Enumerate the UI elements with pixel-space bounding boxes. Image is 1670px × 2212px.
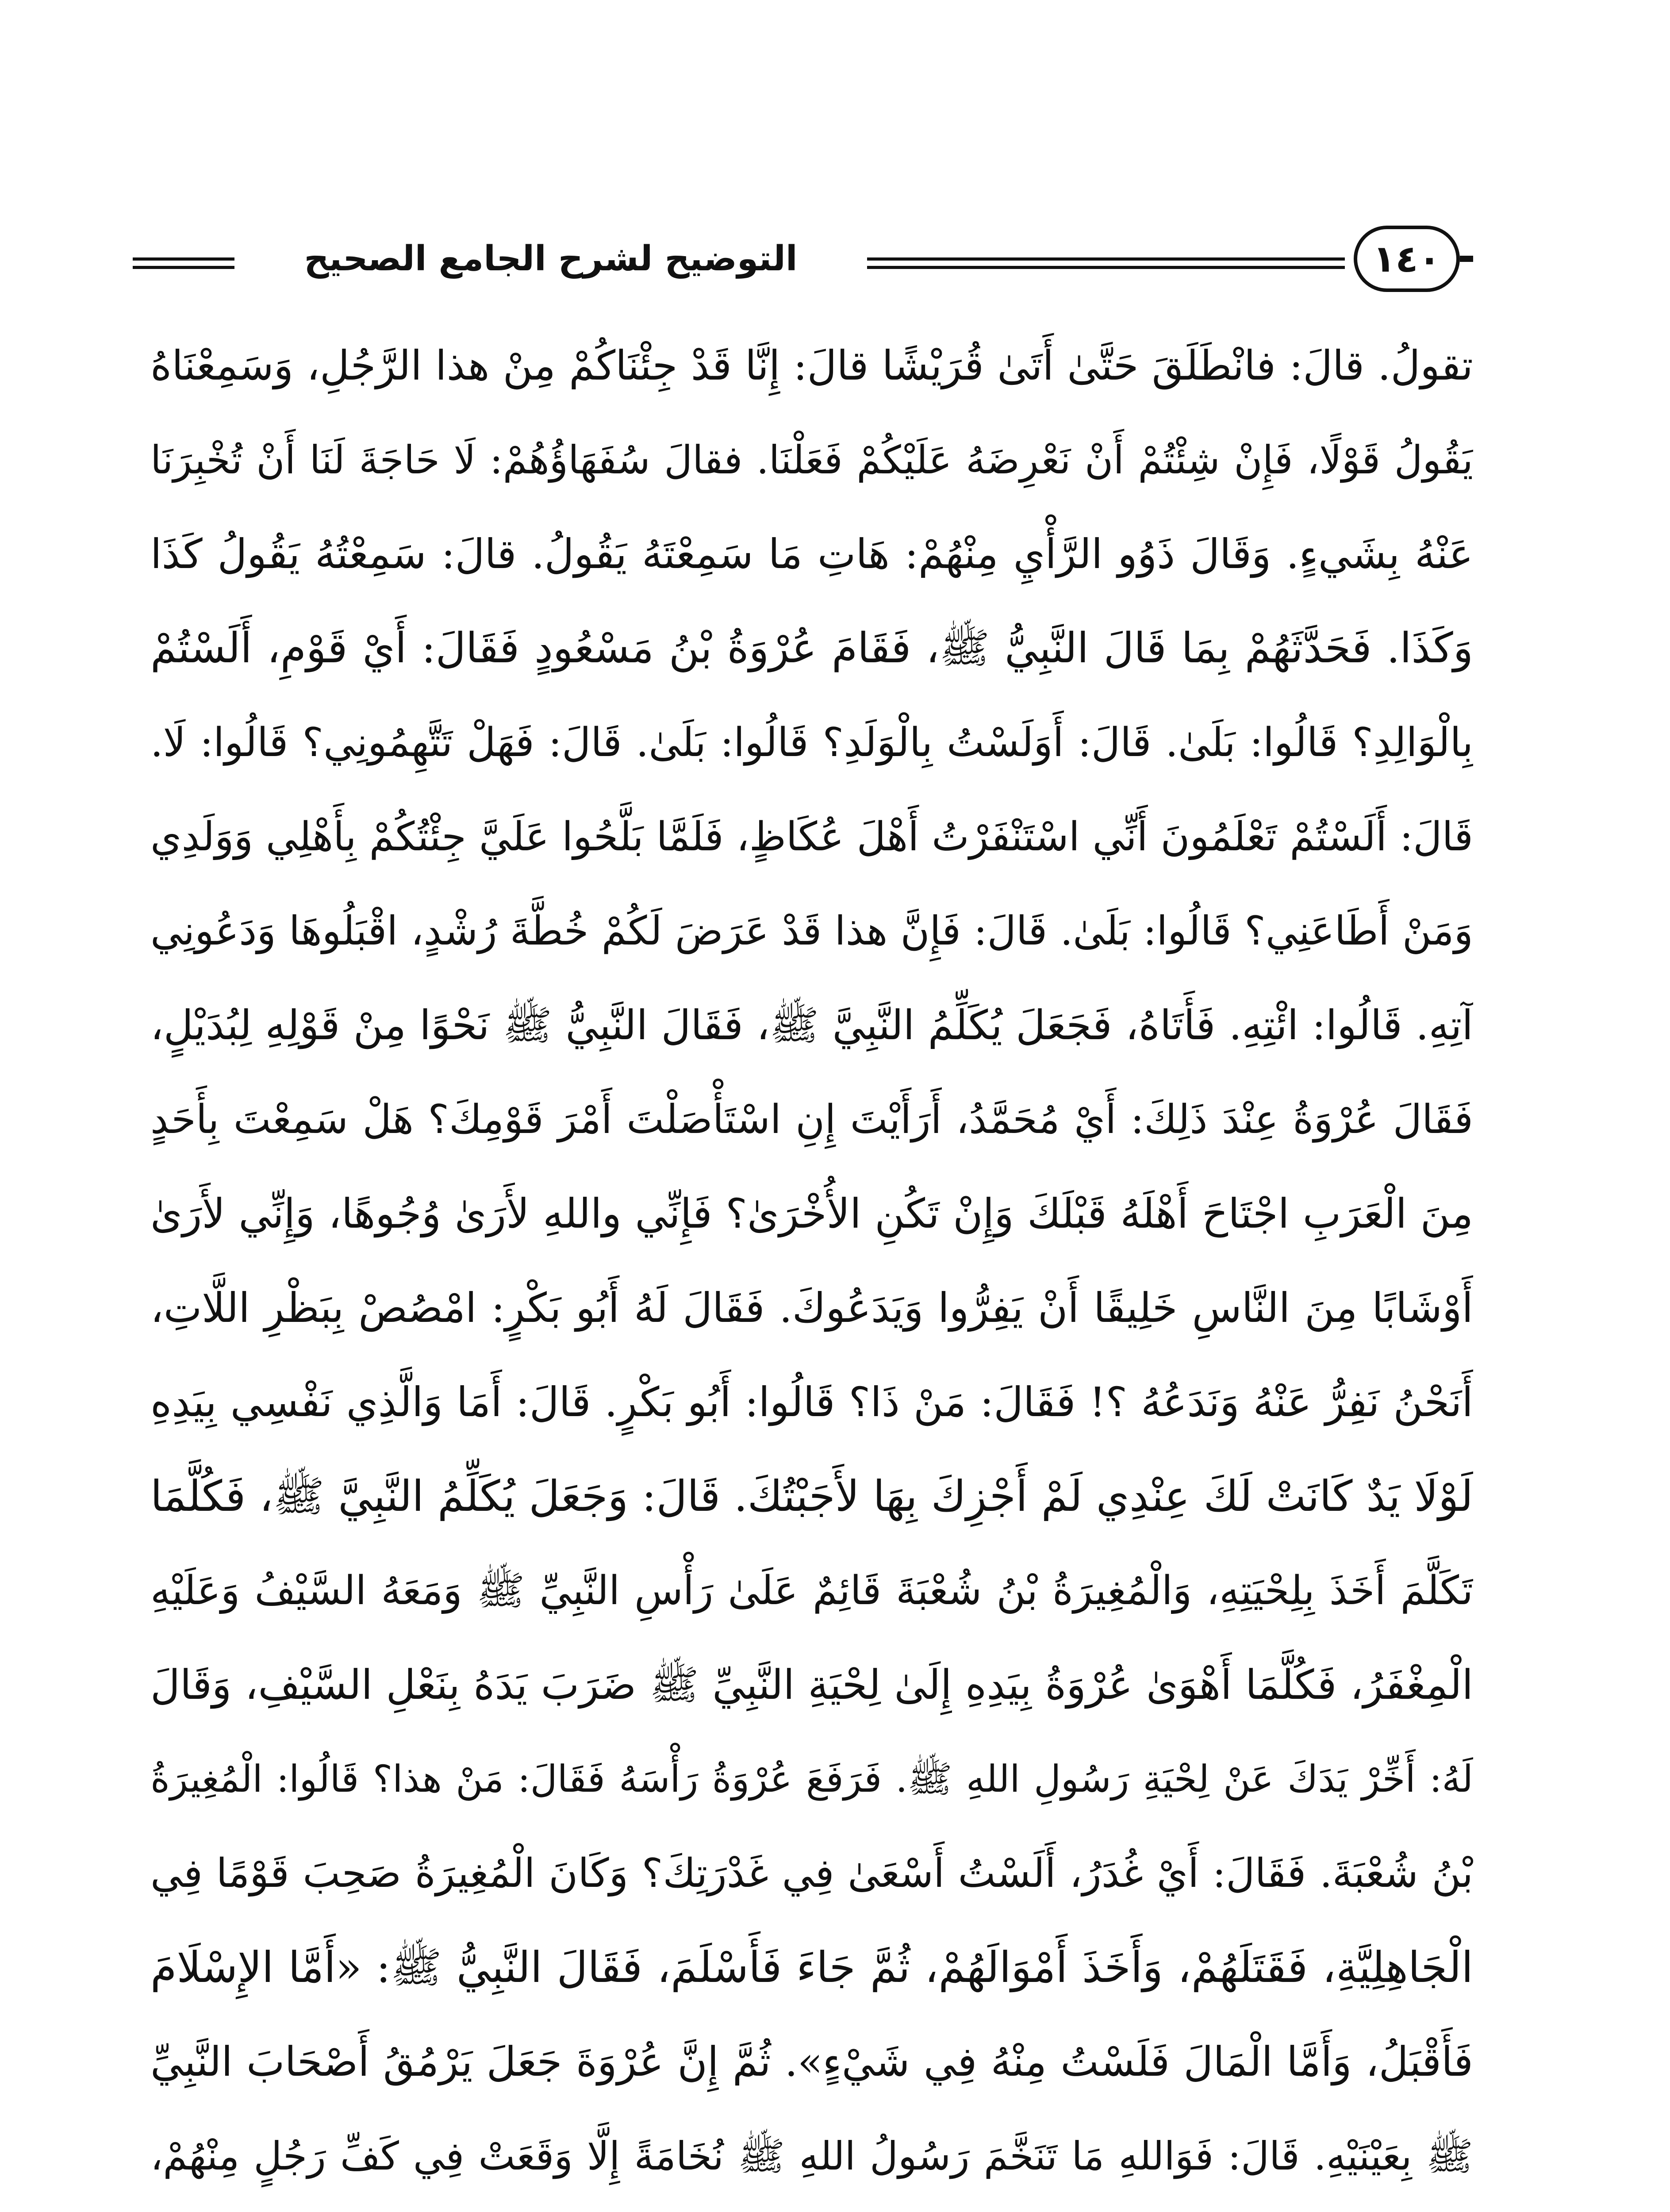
page-header — [133, 226, 1473, 305]
text-line: تَكَلَّمَ أَخَذَ بِلِحْيَتِهِ، وَالْمُغِيرَةُ بْنُ شُعْبَةَ قَائِمٌ عَلَىٰ رَأْسِ النَّبِيِّ ﷺ وَمَعَهُ السَّيْفُ وَعَلَيْهِ — [150, 1567, 1473, 1614]
page-number-badge — [1354, 226, 1460, 292]
text-line: الْمِغْفَرُ، فَكُلَّمَا أَهْوَىٰ عُرْوَةُ بِيَدِهِ إِلَىٰ لِحْيَةِ النَّبِيِّ ﷺ ضَرَبَ يَدَهُ بِنَعْلِ السَّيْفِ، وَقَالَ — [150, 1661, 1473, 1709]
header-rule-tail — [1460, 256, 1473, 262]
text-line: فَأَقْبَلُ، وَأَمَّا الْمَالَ فَلَسْتُ مِنْهُ فِي شَيْءٍ». ثُمَّ إِنَّ عُرْوَةَ جَعَلَ يَرْمُقُ أَصْحَابَ النَّبِيِّ — [150, 2038, 1473, 2085]
text-line: قَالَ: أَلَسْتُمْ تَعْلَمُونَ أَنِّي اسْتَنْفَرْتُ أَهْلَ عُكَاظٍ، فَلَمَّا بَلَّحُوا عَلَيَّ جِئْتُكُمْ بِأَهْلِي وَوَلَدِي — [150, 814, 1473, 860]
page-number: ١٤٠ — [1373, 237, 1441, 280]
text-line: آتِهِ. قَالُوا: ائْتِهِ. فَأَتَاهُ، فَجَعَلَ يُكَلِّمُ النَّبِيَّ ﷺ، فَقَالَ النَّبِيُّ ﷺ نَحْوًا مِنْ قَوْلِهِ لِبُدَيْلٍ، — [150, 1002, 1473, 1049]
header-rule-right — [867, 257, 1345, 261]
header-rule-left — [133, 257, 234, 261]
text-line: وَكَذَا. فَحَدَّثَهُمْ بِمَا قَالَ النَّبِيُّ ﷺ، فَقَامَ عُرْوَةُ بْنُ مَسْعُودٍ فَقَالَ: أَيْ قَوْمِ، أَلَسْتُمْ — [150, 624, 1473, 672]
text-line: مِنَ الْعَرَبِ اجْتَاحَ أَهْلَهُ قَبْلَكَ وَإِنْ تَكُنِ الأُخْرَىٰ؟ فَإِنِّي واللهِ لأَرَىٰ وُجُوهًا، وَإِنِّي لأَرَىٰ — [150, 1190, 1473, 1237]
body-text — [150, 319, 1473, 2212]
text-line: وَمَنْ أَطَاعَنِي؟ قَالُوا: بَلَىٰ. قَالَ: فَإِنَّ هذا قَدْ عَرَضَ لَكُمْ خُطَّةَ رُشْدٍ، اقْبَلُوهَا وَدَعُونِي — [150, 908, 1473, 954]
text-line: ﷺ بِعَيْنَيْهِ. قَالَ: فَوَاللهِ مَا تَنَخَّمَ رَسُولُ اللهِ ﷺ نُخَامَةً إِلَّا وَقَعَتْ فِي كَفِّ رَجُلٍ مِنْهُمْ، — [150, 2133, 1473, 2179]
text-line: أَوْشَابًا مِنَ النَّاسِ خَلِيقًا أَنْ يَفِرُّوا وَيَدَعُوكَ. فَقَالَ لَهُ أَبُو بَكْرٍ: امْصُصْ بِبَظْرِ اللَّاتِ، — [150, 1284, 1473, 1332]
text-line: لَوْلَا يَدٌ كَانَتْ لَكَ عِنْدِي لَمْ أَجْزِكَ بِهَا لأَجَبْتُكَ. قَالَ: وَجَعَلَ يُكَلِّمُ النَّبِيَّ ﷺ، فَكُلَّمَا — [150, 1471, 1473, 1521]
text-line: أَنَحْنُ نَفِرُّ عَنْهُ وَنَدَعُهُ ؟! فَقَالَ: مَنْ ذَا؟ قَالُوا: أَبُو بَكْرٍ. قَالَ: أَمَا وَالَّذِي نَفْسِي بِيَدِهِ — [150, 1379, 1473, 1426]
text-line: بِالْوَالِدِ؟ قَالُوا: بَلَىٰ. قَالَ: أَوَلَسْتُ بِالْوَلَدِ؟ قَالُوا: بَلَىٰ. قَالَ: فَهَلْ تَتَّهِمُونِي؟ قَالُوا: لَا. — [150, 719, 1473, 766]
running-title: التوضيح لشرح الجامع الصحيح — [304, 239, 798, 279]
text-line: يَقُولُ قَوْلًا، فَإِنْ شِئْتُمْ أَنْ نَعْرِضَهُ عَلَيْكُمْ فَعَلْنَا. فقالَ سُفَهَاؤُهُمْ: لَا حَاجَةَ لَنَا أَنْ تُخْبِرَنَا — [150, 437, 1473, 483]
text-line: تقولُ. قالَ: فانْطَلَقَ حَتَّىٰ أَتَىٰ قُرَيْشًا قالَ: إِنَّا قَدْ جِئْنَاكُمْ مِنْ هذا الرَّجُلِ، وَسَمِعْنَاهُ — [150, 342, 1473, 389]
text-line — [150, 2203, 1473, 2212]
text-line: بْنُ شُعْبَةَ. فَقَالَ: أَيْ غُدَرُ، أَلَسْتُ أَسْعَىٰ فِي غَدْرَتِكَ؟ وَكَانَ الْمُغِيرَةُ صَحِبَ قَوْمًا فِي — [150, 1850, 1473, 1897]
text-line: لَهُ: أَخِّرْ يَدَكَ عَنْ لِحْيَةِ رَسُولِ اللهِ ﷺ. فَرَفَعَ عُرْوَةُ رَأْسَهُ فَقَالَ: مَنْ هذا؟ قَالُوا: الْمُغِيرَةُ — [150, 1757, 1473, 1801]
text-line: فَقَالَ عُرْوَةُ عِنْدَ ذَلِكَ: أَيْ مُحَمَّدُ، أَرَأَيْتَ إِنِ اسْتَأْصَلْتَ أَمْرَ قَوْمِكَ؟ هَلْ سَمِعْتَ بِأَحَدٍ — [150, 1096, 1473, 1143]
text-line: عَنْهُ بِشَيءٍ. وَقَالَ ذَوُو الرَّأْيِ مِنْهُمْ: هَاتِ مَا سَمِعْتَهُ يَقُولُ. قالَ: سَمِعْتُهُ يَقُولُ كَذَا — [150, 530, 1473, 578]
text-line: الْجَاهِلِيَّةِ، فَقَتَلَهُمْ، وَأَخَذَ أَمْوَالَهُمْ، ثُمَّ جَاءَ فَأَسْلَمَ، فَقَالَ النَّبِيُّ ﷺ: «أَمَّا الإِسْلَامَ — [150, 1943, 1473, 1992]
